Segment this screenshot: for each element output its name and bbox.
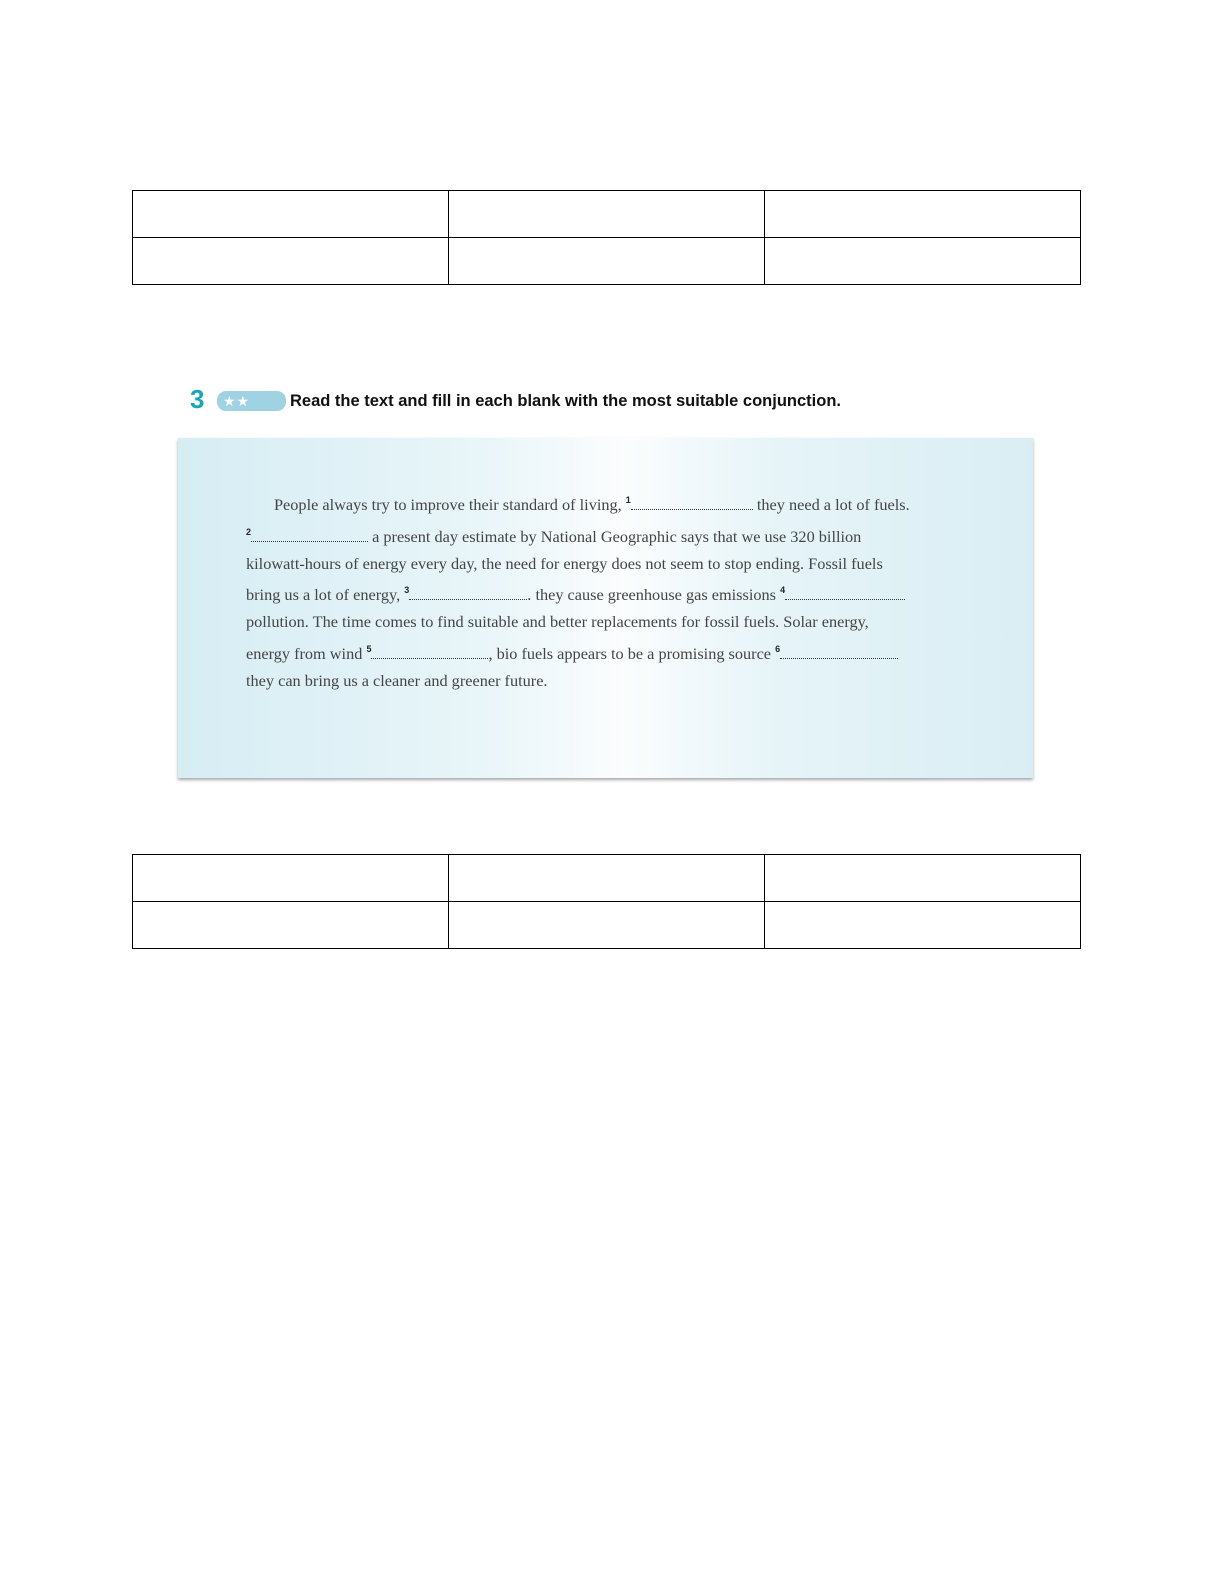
table-cell[interactable] bbox=[133, 902, 449, 949]
blank-3[interactable] bbox=[409, 585, 527, 600]
table-cell[interactable] bbox=[765, 855, 1081, 902]
passage-line bbox=[246, 487, 986, 519]
difficulty-stars-badge: ★★ bbox=[217, 391, 286, 411]
blank-number: 5 bbox=[366, 643, 372, 654]
passage-box bbox=[178, 438, 1033, 778]
table-cell[interactable] bbox=[449, 902, 765, 949]
exercise-instruction: Read the text and fill in each blank with the most suitable conjunction. bbox=[290, 392, 841, 410]
table-cell[interactable] bbox=[133, 855, 449, 902]
table-row bbox=[133, 191, 1081, 238]
table-cell[interactable] bbox=[133, 238, 449, 285]
answer-table-bottom bbox=[132, 854, 1081, 949]
blank-2[interactable] bbox=[251, 527, 368, 542]
blank-number: 4 bbox=[780, 585, 786, 596]
passage-line bbox=[246, 519, 986, 551]
blank-5[interactable] bbox=[371, 644, 488, 659]
blank-number: 2 bbox=[246, 526, 252, 537]
table-row bbox=[133, 238, 1081, 285]
passage-segment: People always try to improve their standard of living, bbox=[274, 495, 622, 514]
passage-segment: they cause greenhouse gas emissions bbox=[535, 585, 776, 605]
blank-1[interactable] bbox=[631, 495, 753, 510]
passage-line: bring us a lot of energy, $^3$ . they cause greenhouse gas emissions $^4$ bbox=[246, 577, 986, 609]
passage-segment: , bio fuels appears to be a promising source bbox=[488, 643, 772, 663]
blank-4[interactable] bbox=[785, 585, 905, 600]
passage-segment: they need a lot of fuels. bbox=[756, 495, 910, 514]
blank-number: 3 bbox=[404, 585, 410, 596]
table-row bbox=[133, 855, 1081, 902]
table-row bbox=[133, 902, 1081, 949]
passage-text bbox=[246, 487, 986, 695]
table-cell[interactable] bbox=[449, 191, 765, 238]
blank-number: 1 bbox=[625, 495, 631, 505]
answer-table-top bbox=[132, 190, 1081, 285]
table-cell[interactable] bbox=[765, 238, 1081, 285]
passage-segment: bring us a lot of energy, bbox=[246, 585, 401, 605]
passage-line bbox=[246, 636, 986, 668]
passage-line: pollution. The time comes to find suitable and better replacements for fossil fuels. Solar energy, bbox=[246, 612, 869, 632]
blank-6[interactable] bbox=[780, 644, 898, 659]
exercise-number: 3 bbox=[190, 384, 205, 414]
table-cell[interactable] bbox=[765, 191, 1081, 238]
table-cell[interactable] bbox=[133, 191, 449, 238]
passage-segment: a present day estimate by National Geographic says that we use 320 billion bbox=[372, 526, 862, 546]
passage-line: they can bring us a cleaner and greener future. bbox=[246, 670, 548, 690]
table-cell[interactable] bbox=[449, 855, 765, 902]
exercise-header bbox=[190, 385, 990, 417]
table-cell[interactable] bbox=[765, 902, 1081, 949]
passage-segment: energy from wind bbox=[246, 643, 363, 663]
blank-number: 6 bbox=[775, 643, 781, 654]
table-cell[interactable] bbox=[449, 238, 765, 285]
passage-line: kilowatt-hours of energy every day, the need for energy does not seem to stop ending. Fossil fuels bbox=[246, 553, 883, 573]
